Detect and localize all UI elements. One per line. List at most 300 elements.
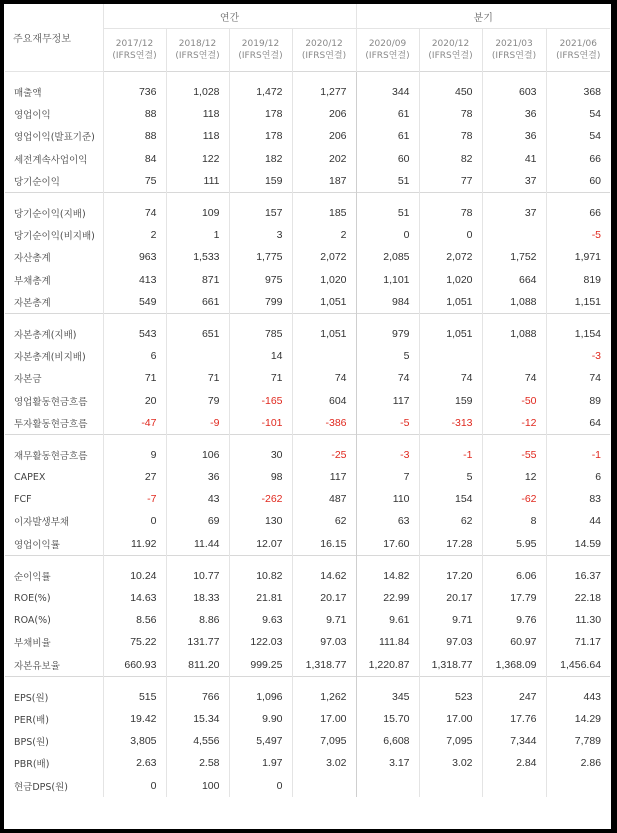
table-cell: 182 bbox=[229, 148, 292, 170]
table-row bbox=[5, 466, 610, 488]
table-cell: 117 bbox=[356, 389, 419, 411]
table-cell: -7 bbox=[103, 488, 166, 510]
table-cell: 14.59 bbox=[546, 533, 610, 556]
table-cell: 74 bbox=[103, 202, 166, 224]
table-cell: 54 bbox=[546, 125, 610, 147]
period-label: 2021/06 bbox=[559, 39, 597, 49]
table-cell: 69 bbox=[166, 510, 229, 532]
table-cell: 36 bbox=[482, 125, 546, 147]
table-row bbox=[5, 708, 610, 730]
table-cell: 159 bbox=[229, 170, 292, 193]
table-cell: 202 bbox=[292, 148, 356, 170]
table-cell: 975 bbox=[229, 269, 292, 291]
table-cell: 736 bbox=[103, 81, 166, 103]
table-cell: 16.15 bbox=[292, 533, 356, 556]
row-label: 자본총계(지배) bbox=[14, 329, 77, 341]
table-cell: 1,020 bbox=[419, 269, 482, 291]
table-cell: 2.86 bbox=[546, 752, 610, 774]
table-cell: 1,971 bbox=[546, 246, 610, 268]
table-cell: 78 bbox=[419, 103, 482, 125]
period-basis: (IFRS연결) bbox=[365, 51, 410, 61]
table-cell: 799 bbox=[229, 291, 292, 314]
table-cell: 17.00 bbox=[419, 708, 482, 730]
table-cell: 154 bbox=[419, 488, 482, 510]
table-row bbox=[5, 202, 610, 224]
row-label: 자본총계 bbox=[14, 297, 51, 309]
period-header bbox=[419, 29, 482, 72]
table-cell: 98 bbox=[229, 466, 292, 488]
table-cell bbox=[292, 774, 356, 796]
row-label: CAPEX bbox=[14, 471, 46, 483]
table-cell: 100 bbox=[166, 774, 229, 796]
period-label: 2018/12 bbox=[178, 39, 217, 49]
table-cell: 0 bbox=[103, 510, 166, 532]
table-cell: 97.03 bbox=[419, 631, 482, 653]
table-cell: 1,096 bbox=[229, 686, 292, 708]
table-cell: 9.90 bbox=[229, 708, 292, 730]
table-cell: 17.79 bbox=[482, 587, 546, 609]
table-cell: 2 bbox=[103, 224, 166, 246]
table-cell: 74 bbox=[546, 367, 610, 389]
row-label: 현금DPS(원) bbox=[14, 781, 69, 793]
table-row bbox=[5, 609, 610, 631]
table-cell: 37 bbox=[482, 170, 546, 193]
table-cell: -25 bbox=[292, 444, 356, 466]
period-basis: (IFRS연결) bbox=[556, 51, 601, 61]
group-spacer bbox=[5, 676, 610, 686]
table-row bbox=[5, 103, 610, 125]
row-label: 이자발생부채 bbox=[14, 517, 70, 529]
table-cell bbox=[419, 345, 482, 367]
table-cell: 247 bbox=[482, 686, 546, 708]
table-cell: -1 bbox=[419, 444, 482, 466]
table-cell: 5 bbox=[419, 466, 482, 488]
table-cell: 523 bbox=[419, 686, 482, 708]
table-cell bbox=[166, 345, 229, 367]
table-cell: -47 bbox=[103, 412, 166, 435]
table-cell: 89 bbox=[546, 389, 610, 411]
table-cell: 17.28 bbox=[419, 533, 482, 556]
table-cell: -5 bbox=[546, 224, 610, 246]
table-row bbox=[5, 412, 610, 435]
group-spacer bbox=[5, 72, 610, 82]
table-cell: 36 bbox=[482, 103, 546, 125]
row-label: 자산총계 bbox=[14, 253, 51, 265]
table-cell: 74 bbox=[419, 367, 482, 389]
table-cell: 515 bbox=[103, 686, 166, 708]
period-basis: (IFRS연결) bbox=[491, 51, 537, 61]
period-header bbox=[546, 29, 610, 72]
row-label: 자본총계(비지배) bbox=[14, 352, 86, 364]
table-cell: 2.58 bbox=[166, 752, 229, 774]
table-cell: 2.84 bbox=[482, 752, 546, 774]
table-cell: 660.93 bbox=[103, 654, 166, 677]
table-cell: 9.61 bbox=[356, 609, 419, 631]
table-cell: 111 bbox=[166, 170, 229, 193]
table-cell: 36 bbox=[166, 466, 229, 488]
table-cell: 19.42 bbox=[103, 708, 166, 730]
table-cell bbox=[292, 345, 356, 367]
table-cell: 7,344 bbox=[482, 730, 546, 752]
table-cell: 1,318.77 bbox=[419, 654, 482, 677]
table-cell: 74 bbox=[292, 367, 356, 389]
table-cell: 178 bbox=[229, 125, 292, 147]
period-header bbox=[292, 29, 356, 72]
table-cell: 0 bbox=[419, 224, 482, 246]
row-label: 자본금 bbox=[14, 374, 42, 386]
row-label: 당기순이익(비지배) bbox=[14, 231, 95, 243]
table-cell: 43 bbox=[166, 488, 229, 510]
table-cell: 71 bbox=[229, 367, 292, 389]
table-cell: 17.20 bbox=[419, 565, 482, 587]
table-cell: 159 bbox=[419, 389, 482, 411]
annual-header: 연간 bbox=[103, 4, 356, 29]
table-cell: 5 bbox=[356, 345, 419, 367]
table-cell: 12 bbox=[482, 466, 546, 488]
table-cell: 487 bbox=[292, 488, 356, 510]
table-cell: 766 bbox=[166, 686, 229, 708]
row-label: PER(배) bbox=[14, 714, 49, 726]
row-label: 투자활동현금흐름 bbox=[14, 418, 88, 430]
quarter-header: 분기 bbox=[356, 4, 610, 29]
table-cell: 75 bbox=[103, 170, 166, 193]
table-cell: 18.33 bbox=[166, 587, 229, 609]
table-cell: 9.76 bbox=[482, 609, 546, 631]
table-cell: 1,775 bbox=[229, 246, 292, 268]
table-cell: -3 bbox=[356, 444, 419, 466]
table-cell: 999.25 bbox=[229, 654, 292, 677]
table-cell: 157 bbox=[229, 202, 292, 224]
row-label: ROA(%) bbox=[14, 614, 51, 626]
table-cell: 10.82 bbox=[229, 565, 292, 587]
table-cell: -5 bbox=[356, 412, 419, 435]
table-cell: 17.00 bbox=[292, 708, 356, 730]
table-cell: 71 bbox=[166, 367, 229, 389]
table-cell: 20.17 bbox=[419, 587, 482, 609]
table-cell: -9 bbox=[166, 412, 229, 435]
table-cell: -1 bbox=[546, 444, 610, 466]
table-cell: 111.84 bbox=[356, 631, 419, 653]
table-cell: 3,805 bbox=[103, 730, 166, 752]
table-row bbox=[5, 224, 610, 246]
table-cell: -101 bbox=[229, 412, 292, 435]
table-cell: 60 bbox=[356, 148, 419, 170]
row-label: BPS(원) bbox=[14, 737, 49, 749]
table-cell: 1,028 bbox=[166, 81, 229, 103]
table-cell: 118 bbox=[166, 125, 229, 147]
row-label: EPS(원) bbox=[14, 692, 49, 704]
table-cell: 984 bbox=[356, 291, 419, 314]
table-row bbox=[5, 488, 610, 510]
table-cell: 64 bbox=[546, 412, 610, 435]
period-basis: (IFRS연결) bbox=[238, 51, 283, 61]
table-cell: 3.02 bbox=[419, 752, 482, 774]
table-cell: 61 bbox=[356, 125, 419, 147]
table-cell: 819 bbox=[546, 269, 610, 291]
table-cell: 1,752 bbox=[482, 246, 546, 268]
table-cell bbox=[356, 774, 419, 796]
table-cell: 61 bbox=[356, 103, 419, 125]
table-cell: 5.95 bbox=[482, 533, 546, 556]
table-cell: 413 bbox=[103, 269, 166, 291]
table-cell: -3 bbox=[546, 345, 610, 367]
table-cell: 60.97 bbox=[482, 631, 546, 653]
table-cell: 22.18 bbox=[546, 587, 610, 609]
table-cell: 1,051 bbox=[292, 291, 356, 314]
table-row bbox=[5, 774, 610, 796]
table-cell: 122 bbox=[166, 148, 229, 170]
group-spacer bbox=[5, 555, 610, 565]
table-cell: 22.99 bbox=[356, 587, 419, 609]
period-label: 2020/12 bbox=[305, 39, 343, 49]
table-row bbox=[5, 323, 610, 345]
table-cell: 603 bbox=[482, 81, 546, 103]
row-label: 영업활동현금흐름 bbox=[14, 396, 88, 408]
table-row bbox=[5, 389, 610, 411]
table-cell: 6,608 bbox=[356, 730, 419, 752]
table-cell: -50 bbox=[482, 389, 546, 411]
table-cell: 8.56 bbox=[103, 609, 166, 631]
table-cell: 543 bbox=[103, 323, 166, 345]
row-label: 부채총계 bbox=[14, 275, 51, 287]
table-cell: 1.97 bbox=[229, 752, 292, 774]
table-cell: 1,456.64 bbox=[546, 654, 610, 677]
period-label: 2017/12 bbox=[115, 39, 154, 49]
group-spacer bbox=[5, 313, 610, 323]
period-label: 2019/12 bbox=[241, 39, 280, 49]
table-cell: 77 bbox=[419, 170, 482, 193]
group-spacer bbox=[5, 434, 610, 444]
table-row bbox=[5, 752, 610, 774]
table-cell: 979 bbox=[356, 323, 419, 345]
table-row bbox=[5, 533, 610, 556]
table-cell: 187 bbox=[292, 170, 356, 193]
table-cell: 344 bbox=[356, 81, 419, 103]
period-header bbox=[482, 29, 546, 72]
period-header bbox=[229, 29, 292, 72]
period-basis: (IFRS연결) bbox=[112, 51, 157, 61]
table-cell bbox=[482, 224, 546, 246]
table-cell: 110 bbox=[356, 488, 419, 510]
table-cell: 9 bbox=[103, 444, 166, 466]
table-cell: 75.22 bbox=[103, 631, 166, 653]
table-cell: -55 bbox=[482, 444, 546, 466]
table-cell: 14.29 bbox=[546, 708, 610, 730]
table-cell: 7,095 bbox=[419, 730, 482, 752]
table-cell bbox=[482, 774, 546, 796]
table-cell: 11.92 bbox=[103, 533, 166, 556]
table-row bbox=[5, 565, 610, 587]
table-cell: 450 bbox=[419, 81, 482, 103]
table-cell: -262 bbox=[229, 488, 292, 510]
period-header bbox=[103, 29, 166, 72]
row-label: PBR(배) bbox=[14, 759, 50, 771]
table-cell: 0 bbox=[356, 224, 419, 246]
table-cell: 1,533 bbox=[166, 246, 229, 268]
table-cell: 27 bbox=[103, 466, 166, 488]
table-cell: 12.07 bbox=[229, 533, 292, 556]
table-cell: 7,095 bbox=[292, 730, 356, 752]
row-label: ROE(%) bbox=[14, 592, 51, 604]
table-cell: 1 bbox=[166, 224, 229, 246]
table-row bbox=[5, 125, 610, 147]
table-cell: 2 bbox=[292, 224, 356, 246]
table-cell: 11.30 bbox=[546, 609, 610, 631]
table-cell: 1,101 bbox=[356, 269, 419, 291]
table-cell: 9.71 bbox=[419, 609, 482, 631]
table-cell: 78 bbox=[419, 125, 482, 147]
table-cell: 651 bbox=[166, 323, 229, 345]
period-label: 2020/12 bbox=[431, 39, 470, 49]
row-label: 세전계속사업이익 bbox=[14, 154, 88, 166]
table-cell: 2,085 bbox=[356, 246, 419, 268]
table-cell: 117 bbox=[292, 466, 356, 488]
table-row bbox=[5, 367, 610, 389]
table-cell: 88 bbox=[103, 103, 166, 125]
period-label: 2021/03 bbox=[495, 39, 533, 49]
table-cell: 74 bbox=[482, 367, 546, 389]
table-cell: 20.17 bbox=[292, 587, 356, 609]
period-basis: (IFRS연결) bbox=[428, 51, 473, 61]
table-row bbox=[5, 631, 610, 653]
table-row bbox=[5, 654, 610, 677]
table-row bbox=[5, 444, 610, 466]
table-cell: 1,154 bbox=[546, 323, 610, 345]
table-header bbox=[5, 4, 610, 72]
table-cell: -165 bbox=[229, 389, 292, 411]
table-cell: 3.02 bbox=[292, 752, 356, 774]
table-cell: 71.17 bbox=[546, 631, 610, 653]
table-cell: 14.63 bbox=[103, 587, 166, 609]
table-cell: 82 bbox=[419, 148, 482, 170]
table-cell: 20 bbox=[103, 389, 166, 411]
table-cell: 97.03 bbox=[292, 631, 356, 653]
table-cell: 2,072 bbox=[419, 246, 482, 268]
table-cell: 66 bbox=[546, 148, 610, 170]
table-row bbox=[5, 148, 610, 170]
table-cell: -313 bbox=[419, 412, 482, 435]
table-cell: 811.20 bbox=[166, 654, 229, 677]
table-cell: 60 bbox=[546, 170, 610, 193]
table-cell: 41 bbox=[482, 148, 546, 170]
table-cell: 1,277 bbox=[292, 81, 356, 103]
table-cell: 443 bbox=[546, 686, 610, 708]
table-row bbox=[5, 345, 610, 367]
table-cell: 106 bbox=[166, 444, 229, 466]
financial-summary-table bbox=[5, 4, 610, 797]
table-cell: 1,318.77 bbox=[292, 654, 356, 677]
table-cell: 871 bbox=[166, 269, 229, 291]
table-cell: 1,472 bbox=[229, 81, 292, 103]
table-cell: -12 bbox=[482, 412, 546, 435]
table-cell: 1,051 bbox=[419, 323, 482, 345]
row-label: 영업이익(발표기준) bbox=[14, 132, 95, 144]
table-cell: 661 bbox=[166, 291, 229, 314]
table-cell: 6 bbox=[103, 345, 166, 367]
table-cell bbox=[482, 345, 546, 367]
table-cell: 206 bbox=[292, 125, 356, 147]
table-cell: 17.60 bbox=[356, 533, 419, 556]
table-cell: 963 bbox=[103, 246, 166, 268]
group-spacer bbox=[5, 192, 610, 202]
period-header bbox=[356, 29, 419, 72]
table-cell: 1,051 bbox=[292, 323, 356, 345]
table-cell: 88 bbox=[103, 125, 166, 147]
table-row bbox=[5, 730, 610, 752]
row-label: FCF bbox=[14, 493, 32, 505]
table-cell: 122.03 bbox=[229, 631, 292, 653]
table-row bbox=[5, 686, 610, 708]
row-label: 영업이익 bbox=[14, 110, 51, 122]
table-cell: 66 bbox=[546, 202, 610, 224]
table-cell: 3.17 bbox=[356, 752, 419, 774]
table-cell: 44 bbox=[546, 510, 610, 532]
row-label: 부채비율 bbox=[14, 638, 51, 650]
table-cell: 1,262 bbox=[292, 686, 356, 708]
table-cell: 71 bbox=[103, 367, 166, 389]
period-basis: (IFRS연결) bbox=[175, 51, 220, 61]
table-cell: 21.81 bbox=[229, 587, 292, 609]
period-header bbox=[166, 29, 229, 72]
table-row bbox=[5, 587, 610, 609]
table-cell: 206 bbox=[292, 103, 356, 125]
table-row bbox=[5, 170, 610, 193]
table-cell: 2.63 bbox=[103, 752, 166, 774]
table-row bbox=[5, 81, 610, 103]
table-cell: 664 bbox=[482, 269, 546, 291]
table-cell: 1,051 bbox=[419, 291, 482, 314]
table-cell: 118 bbox=[166, 103, 229, 125]
row-label: 당기순이익 bbox=[14, 176, 60, 188]
table-cell: 10.77 bbox=[166, 565, 229, 587]
table-cell: 14.62 bbox=[292, 565, 356, 587]
table-cell: 549 bbox=[103, 291, 166, 314]
table-cell: -62 bbox=[482, 488, 546, 510]
table-cell: 6 bbox=[546, 466, 610, 488]
table-cell: 6.06 bbox=[482, 565, 546, 587]
table-cell: 51 bbox=[356, 170, 419, 193]
table-row bbox=[5, 269, 610, 291]
table-cell: 1,151 bbox=[546, 291, 610, 314]
table-cell: 0 bbox=[103, 774, 166, 796]
table-cell: 604 bbox=[292, 389, 356, 411]
table-row bbox=[5, 246, 610, 268]
row-label-header: 주요재무정보 bbox=[5, 4, 103, 72]
table-row bbox=[5, 291, 610, 314]
table-cell: 30 bbox=[229, 444, 292, 466]
table-row bbox=[5, 510, 610, 532]
table-cell: 1,088 bbox=[482, 291, 546, 314]
table-cell: 131.77 bbox=[166, 631, 229, 653]
table-cell: 8.86 bbox=[166, 609, 229, 631]
row-label: 매출액 bbox=[14, 88, 42, 100]
table-cell: -386 bbox=[292, 412, 356, 435]
table-cell: 51 bbox=[356, 202, 419, 224]
table-cell: 16.37 bbox=[546, 565, 610, 587]
table-cell: 84 bbox=[103, 148, 166, 170]
table-cell: 785 bbox=[229, 323, 292, 345]
table-cell: 109 bbox=[166, 202, 229, 224]
table-cell: 1,220.87 bbox=[356, 654, 419, 677]
table-cell: 79 bbox=[166, 389, 229, 411]
table-cell: 83 bbox=[546, 488, 610, 510]
table-cell: 78 bbox=[419, 202, 482, 224]
table-cell: 1,368.09 bbox=[482, 654, 546, 677]
table-cell: 345 bbox=[356, 686, 419, 708]
table-cell: 9.71 bbox=[292, 609, 356, 631]
financial-summary-panel bbox=[4, 4, 611, 829]
table-cell: 8 bbox=[482, 510, 546, 532]
